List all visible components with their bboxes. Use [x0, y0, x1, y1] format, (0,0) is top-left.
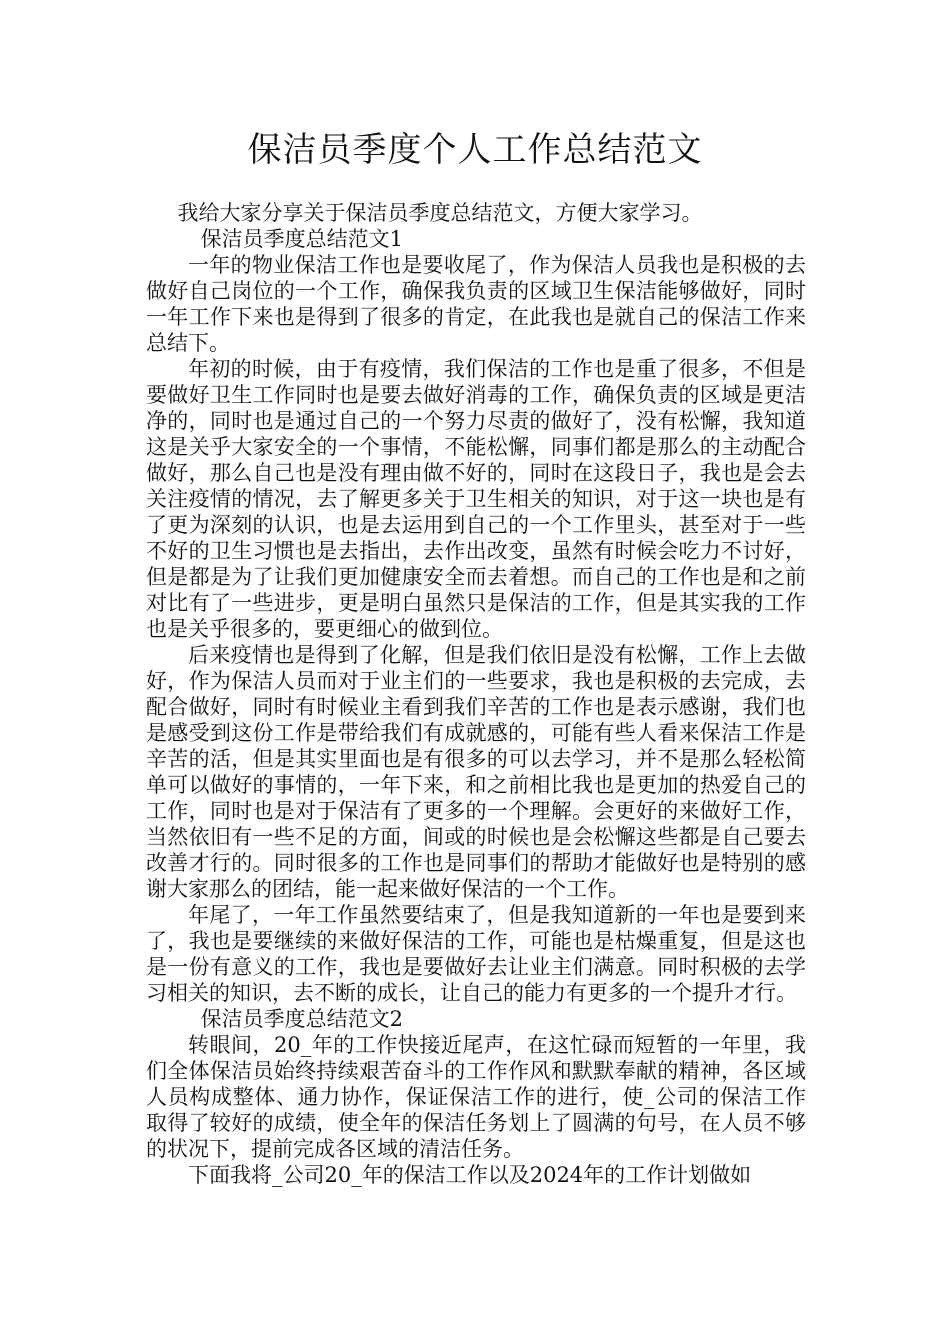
- section-1-paragraph-4: 年尾了，一年工作虽然要结束了，但是我知道新的一年也是要到来了，我也是要继续的来做好保洁的工作，可能也是枯燥重复，但是这也是一份有意义的工作，我也是要做好去让业主们满意。同时积极的去学习相关的知识，去不断的成长，让自己的能力有更多的一个提升才行。: [146, 903, 806, 1005]
- section-2-paragraph-1: 转眼间，20_年的工作快接近尾声，在这忙碌而短暂的一年里，我们全体保洁员始终持续艰苦奋斗的工作作风和默默奉献的精神，各区域人员构成整体、通力协作，保证保洁工作的进行，使_公司的保洁工作取得了较好的成绩，使全年的保洁任务划上了圆满的句号，在人员不够的状况下，提前完成各区域的清洁任务。: [146, 1033, 806, 1161]
- document-title: 保洁员季度个人工作总结范文: [247, 130, 703, 170]
- section-1-paragraph-1: 一年的物业保洁工作也是要收尾了，作为保洁人员我也是积极的去做好自己岗位的一个工作，确保我负责的区域卫生保洁能够做好，同时一年工作下来也是得到了很多的肯定，在此我也是就自己的保洁工作来总结下。: [146, 253, 806, 355]
- section-1-paragraph-2: 年初的时候，由于有疫情，我们保洁的工作也是重了很多，不但是要做好卫生工作同时也是要去做好消毒的工作，确保负责的区域是更洁净的，同时也是通过自己的一个努力尽责的做好了，没有松懈，我知道这是关乎大家安全的一个事情，不能松懈，同事们都是那么的主动配合做好，那么自己也是没有理由做不好的，同时在这段日子，我也是会去关注疫情的情况，去了解更多关于卫生相关的知识，对于这一块也是有了更为深刻的认识，也是去运用到自己的一个工作里头，甚至对于一些不好的卫生习惯也是去指出，去作出改变，虽然有时候会吃力不讨好，但是都是为了让我们更加健康安全而去着想。而自己的工作也是和之前对比有了一些进步，更是明白虽然只是保洁的工作，但是其实我的工作也是关乎很多的，要更细心的做到位。: [146, 357, 806, 641]
- intro-paragraph: 我给大家分享关于保洁员季度总结范文，方便大家学习。: [177, 201, 703, 225]
- section-1-paragraph-3: 后来疫情也是得到了化解，但是我们依旧是没有松懈，工作上去做好，作为保洁人员而对于业主们的一些要求，我也是积极的去完成，去配合做好，同时有时候业主看到我们辛苦的工作也是表示感谢，我们也是感受到这份工作是带给我们有成就感的，可能有些人看来保洁工作是辛苦的活，但是其实里面也是有很多的可以去学习，并不是那么轻松简单可以做好的事情的，一年下来，和之前相比我也是更加的热爱自己的工作，同时也是对于保洁有了更多的一个理解。会更好的来做好工作，当然依旧有一些不足的方面，间或的时候也是会松懈这些都是自己要去改善才行的。同时很多的工作也是同事们的帮助才能做好也是特别的感谢大家那么的团结，能一起来做好保洁的一个工作。: [146, 643, 806, 901]
- section-1-heading: 保洁员季度总结范文1: [200, 227, 403, 251]
- document-body: [146, 200, 806, 1188]
- section-2-paragraph-2: 下面我将_公司20_年的保洁工作以及2024年的工作计划做如: [188, 1163, 752, 1187]
- section-2-heading: 保洁员季度总结范文2: [200, 1007, 403, 1031]
